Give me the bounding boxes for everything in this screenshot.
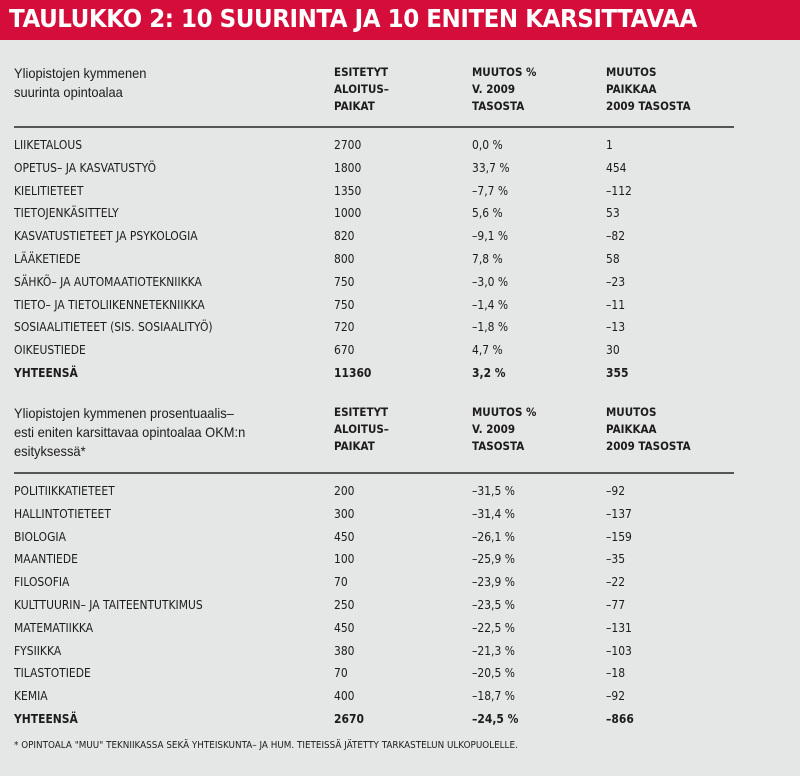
change-places-value: –13 [606, 319, 626, 335]
table-body [14, 479, 734, 730]
change-pct-value: –22,5 % [472, 619, 515, 635]
table-body [14, 133, 734, 384]
field-name: YHTEENSÄ [14, 364, 78, 380]
column-header-change-pct: MUUTOS % V. 2009 TASOSTA [472, 405, 537, 453]
change-places-value: –11 [606, 296, 626, 312]
change-pct-value: –24,5 % [472, 710, 519, 726]
change-places-value: –137 [606, 505, 632, 521]
places-value: 70 [334, 574, 348, 590]
change-pct-value: –20,5 % [472, 665, 515, 681]
places-value: 1000 [334, 205, 362, 221]
table-row [14, 338, 734, 361]
table-most-cut-fields [14, 404, 734, 730]
table-description [14, 404, 245, 461]
table-row [14, 684, 734, 707]
places-value: 720 [334, 319, 355, 335]
change-pct-value: –1,8 % [472, 319, 509, 335]
change-pct-value: –23,9 % [472, 574, 515, 590]
table-header [14, 64, 734, 128]
change-places-value: –92 [606, 483, 626, 498]
change-pct-value: 3,2 % [472, 364, 506, 380]
table-row [14, 570, 734, 593]
table-row [14, 156, 734, 179]
places-value: 670 [334, 342, 355, 358]
places-value: 750 [334, 273, 355, 289]
field-name: FYSIIKKA [14, 642, 62, 658]
places-value: 70 [334, 665, 348, 681]
description-line: Yliopistojen kymmenen prosentuaalis– [14, 405, 234, 421]
table-row [14, 133, 734, 156]
places-value: 2700 [334, 137, 362, 152]
table-row [14, 293, 734, 316]
table-row [14, 179, 734, 202]
table-row [14, 247, 734, 270]
field-name: KASVATUSTIETEET JA PSYKOLOGIA [14, 228, 198, 244]
table-row [14, 479, 734, 502]
change-places-value: 1 [606, 137, 613, 152]
field-name: HALLINTOTIETEET [14, 505, 111, 521]
table-row [14, 502, 734, 525]
change-pct-value: 5,6 % [472, 205, 503, 221]
places-value: 1800 [334, 159, 362, 175]
change-pct-value: 4,7 % [472, 342, 503, 358]
table-description [14, 64, 146, 102]
places-value: 11360 [334, 364, 372, 380]
table-row [14, 639, 734, 662]
change-pct-value: 33,7 % [472, 159, 510, 175]
change-places-value: –103 [606, 642, 632, 658]
field-name: TIETOJENKÄSITTELY [14, 205, 119, 221]
change-places-value: –131 [606, 619, 632, 635]
change-places-value: –22 [606, 574, 626, 590]
change-pct-value: –7,7 % [472, 182, 509, 198]
column-header-places: ESITETYT ALOITUS– PAIKAT [334, 65, 389, 113]
field-name: OIKEUSTIEDE [14, 342, 86, 358]
change-pct-value: –31,4 % [472, 505, 515, 521]
description-line: Yliopistojen kymmenen [14, 65, 147, 81]
title-bar [0, 0, 800, 40]
change-places-value: 454 [606, 159, 627, 175]
change-pct-value: –3,0 % [472, 273, 509, 289]
table-largest-fields [14, 64, 734, 384]
table-row [14, 661, 734, 684]
places-value: 300 [334, 505, 355, 521]
total-row [14, 361, 734, 384]
change-pct-value: –18,7 % [472, 688, 515, 704]
places-value: 200 [334, 483, 355, 498]
change-places-value: –866 [606, 710, 634, 726]
change-pct-value: 0,0 % [472, 137, 503, 152]
field-name: MAANTIEDE [14, 551, 78, 567]
table-row [14, 525, 734, 548]
change-places-value: 58 [606, 250, 620, 266]
change-places-value: –77 [606, 596, 626, 612]
change-places-value: –92 [606, 688, 626, 704]
field-name: KEMIA [14, 688, 48, 704]
field-name: YHTEENSÄ [14, 710, 78, 726]
page-title: TAULUKKO 2: 10 SUURINTA JA 10 ENITEN KARSITTAVAA [9, 4, 697, 33]
places-value: 820 [334, 228, 355, 244]
footnote: * OPINTOALA "MUU" TEKNIIKASSA SEKÄ YHTEISKUNTA– JA HUM. TIETEISSÄ JÄTETTY TARKASTELUN ULKOPUOLELLE. [14, 740, 518, 751]
field-name: KULTTUURIN– JA TAITEENTUTKIMUS [14, 596, 203, 612]
change-places-value: –82 [606, 228, 626, 244]
column-header-places: ESITETYT ALOITUS– PAIKAT [334, 405, 389, 453]
change-places-value: –23 [606, 273, 626, 289]
table-row [14, 315, 734, 338]
change-pct-value: –21,3 % [472, 642, 515, 658]
places-value: 380 [334, 642, 355, 658]
table-row [14, 224, 734, 247]
column-header-change-places: MUUTOS PAIKKAA 2009 TASOSTA [606, 65, 691, 113]
change-places-value: 30 [606, 342, 620, 358]
table-row [14, 616, 734, 639]
field-name: MATEMATIIKKA [14, 619, 94, 635]
places-value: 400 [334, 688, 355, 704]
change-places-value: –112 [606, 182, 632, 198]
field-name: TIETO– JA TIETOLIIKENNETEKNIIKKA [14, 296, 205, 312]
change-places-value: –35 [606, 551, 626, 567]
places-value: 250 [334, 596, 355, 612]
change-pct-value: –26,1 % [472, 528, 515, 544]
change-pct-value: –23,5 % [472, 596, 515, 612]
field-name: FILOSOFIA [14, 574, 70, 590]
field-name: LÄÄKETIEDE [14, 250, 81, 266]
column-header-change-pct: MUUTOS % V. 2009 TASOSTA [472, 65, 537, 113]
change-pct-value: –25,9 % [472, 551, 515, 567]
change-places-value: 355 [606, 364, 629, 380]
places-value: 1350 [334, 182, 362, 198]
description-line: esti eniten karsittavaa opintoalaa OKM:n [14, 424, 246, 440]
places-value: 800 [334, 250, 355, 266]
description-line: suurinta opintoalaa [14, 84, 123, 100]
change-places-value: –18 [606, 665, 626, 681]
field-name: TILASTOTIEDE [14, 665, 91, 681]
field-name: SÄHKÖ– JA AUTOMAATIOTEKNIIKKA [14, 273, 202, 289]
table-row [14, 270, 734, 293]
field-name: LIIKETALOUS [14, 137, 83, 152]
table-row [14, 547, 734, 570]
change-pct-value: –31,5 % [472, 483, 515, 498]
description-line: esityksessä* [14, 443, 86, 459]
table-header [14, 404, 734, 474]
field-name: SOSIAALITIETEET (SIS. SOSIAALITYÖ) [14, 319, 213, 335]
table-row [14, 593, 734, 616]
field-name: OPETUS– JA KASVATUSTYÖ [14, 159, 157, 175]
change-places-value: –159 [606, 528, 632, 544]
field-name: KIELITIETEET [14, 182, 84, 198]
places-value: 450 [334, 528, 355, 544]
table-row [14, 201, 734, 224]
change-pct-value: –9,1 % [472, 228, 509, 244]
change-pct-value: 7,8 % [472, 250, 503, 266]
change-places-value: 53 [606, 205, 620, 221]
places-value: 450 [334, 619, 355, 635]
column-header-change-places: MUUTOS PAIKKAA 2009 TASOSTA [606, 405, 691, 453]
places-value: 2670 [334, 710, 364, 726]
field-name: POLITIIKKATIETEET [14, 483, 115, 498]
field-name: BIOLOGIA [14, 528, 66, 544]
places-value: 750 [334, 296, 355, 312]
places-value: 100 [334, 551, 355, 567]
total-row [14, 707, 734, 730]
change-pct-value: –1,4 % [472, 296, 509, 312]
